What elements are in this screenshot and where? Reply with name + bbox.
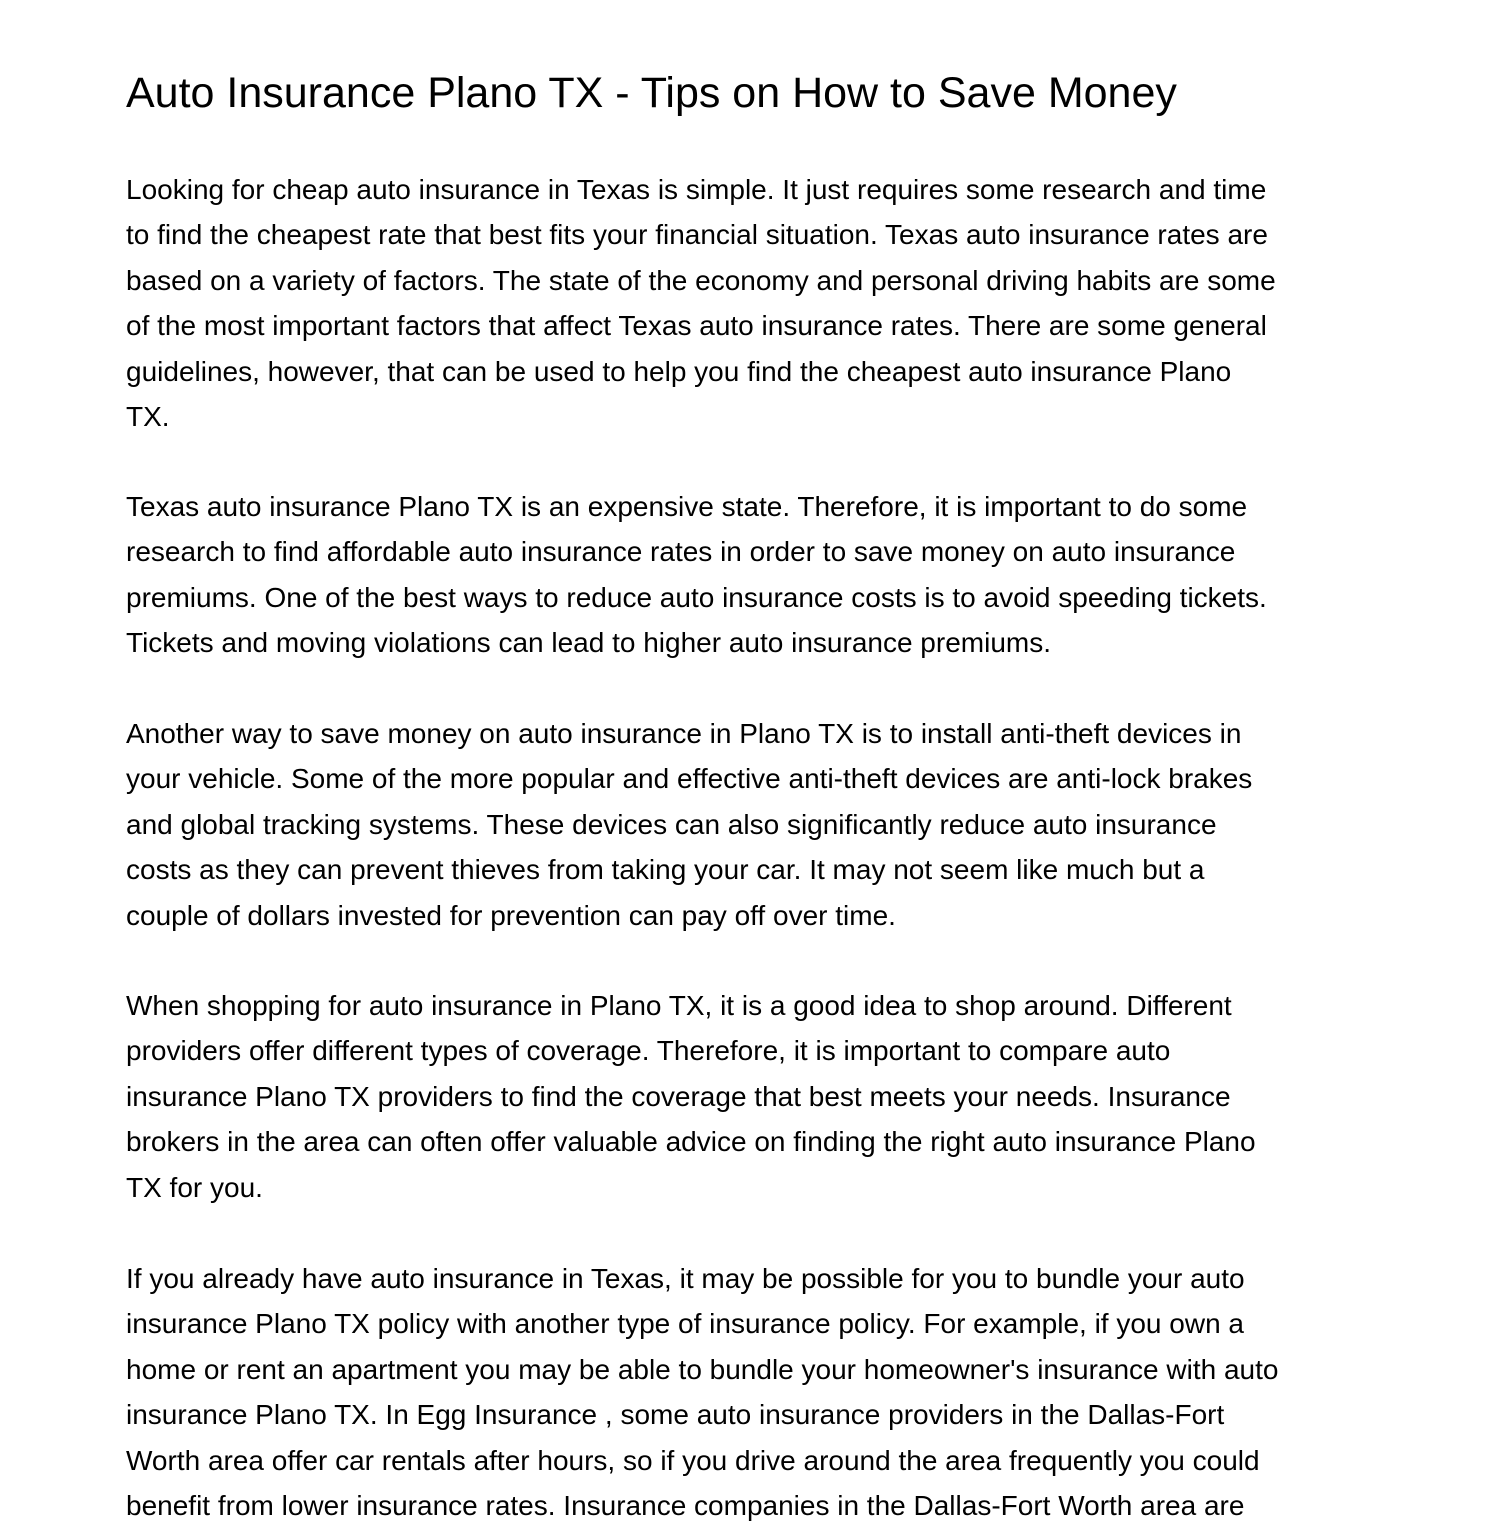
text-line: TX for you. xyxy=(126,1171,263,1203)
text-line: When shopping for auto insurance in Plano TX, it is a good idea to shop around. Different xyxy=(126,990,1232,1021)
text-line: Texas auto insurance Plano TX is an expensive state. Therefore, it is important to do some xyxy=(126,491,1248,522)
text-line: benefit from lower insurance rates. Insurance companies in the Dallas-Fort Worth area are xyxy=(126,1490,1245,1522)
text-line: couple of dollars invested for prevention can pay off over time. xyxy=(126,899,896,931)
paragraph-bundle-policy xyxy=(126,1256,1376,1528)
text-line: premiums. One of the best ways to reduce auto insurance costs is to avoid speeding tickets. xyxy=(126,581,1267,613)
text-line: your vehicle. Some of the more popular and effective anti-theft devices are anti-lock brakes xyxy=(126,763,1253,795)
text-line: If you already have auto insurance in Texas, it may be possible for you to bundle your auto xyxy=(126,1263,1245,1294)
paragraph-shop-around xyxy=(126,983,1376,1210)
page-title: Auto Insurance Plano TX - Tips on How to Save Money xyxy=(126,69,1177,117)
text-line: and global tracking systems. These devices can also significantly reduce auto insurance xyxy=(126,808,1217,840)
text-line: TX. xyxy=(126,401,170,433)
text-line: to find the cheapest rate that best fits your financial situation. Texas auto insurance rates are xyxy=(126,219,1268,251)
paragraph-cheap-insurance xyxy=(126,167,1376,439)
text-line: providers offer different types of coverage. Therefore, it is important to compare auto xyxy=(126,1035,1171,1067)
text-line: Worth area offer car rentals after hours, so if you drive around the area frequently you could xyxy=(126,1444,1260,1476)
text-line: insurance Plano TX policy with another type of insurance policy. For example, if you own a xyxy=(126,1308,1244,1340)
text-line: costs as they can prevent thieves from taking your car. It may not seem like much but a xyxy=(126,854,1205,886)
text-line: home or rent an apartment you may be able to bundle your homeowner's insurance with auto xyxy=(126,1353,1279,1385)
text-line: guidelines, however, that can be used to help you find the cheapest auto insurance Plano xyxy=(126,355,1232,387)
text-line: research to find affordable auto insurance rates in order to save money on auto insurance xyxy=(126,536,1236,568)
paragraph-anti-theft xyxy=(126,711,1376,938)
text-line: Another way to save money on auto insurance in Plano TX is to install anti-theft devices in xyxy=(126,718,1242,749)
text-line: of the most important factors that affect Texas auto insurance rates. There are some general xyxy=(126,310,1267,342)
text-line: insurance Plano TX. In Egg Insurance , some auto insurance providers in the Dallas-Fort xyxy=(126,1399,1225,1431)
text-line: Tickets and moving violations can lead to higher auto insurance premiums. xyxy=(126,627,1051,659)
text-line: Looking for cheap auto insurance in Texas is simple. It just requires some research and time xyxy=(126,174,1267,205)
paragraph-expensive-state xyxy=(126,484,1376,666)
text-line: insurance Plano TX providers to find the coverage that best meets your needs. Insurance xyxy=(126,1080,1231,1112)
text-line: brokers in the area can often offer valuable advice on finding the right auto insurance Plano xyxy=(126,1126,1256,1158)
text-line: based on a variety of factors. The state of the economy and personal driving habits are some xyxy=(126,264,1276,296)
